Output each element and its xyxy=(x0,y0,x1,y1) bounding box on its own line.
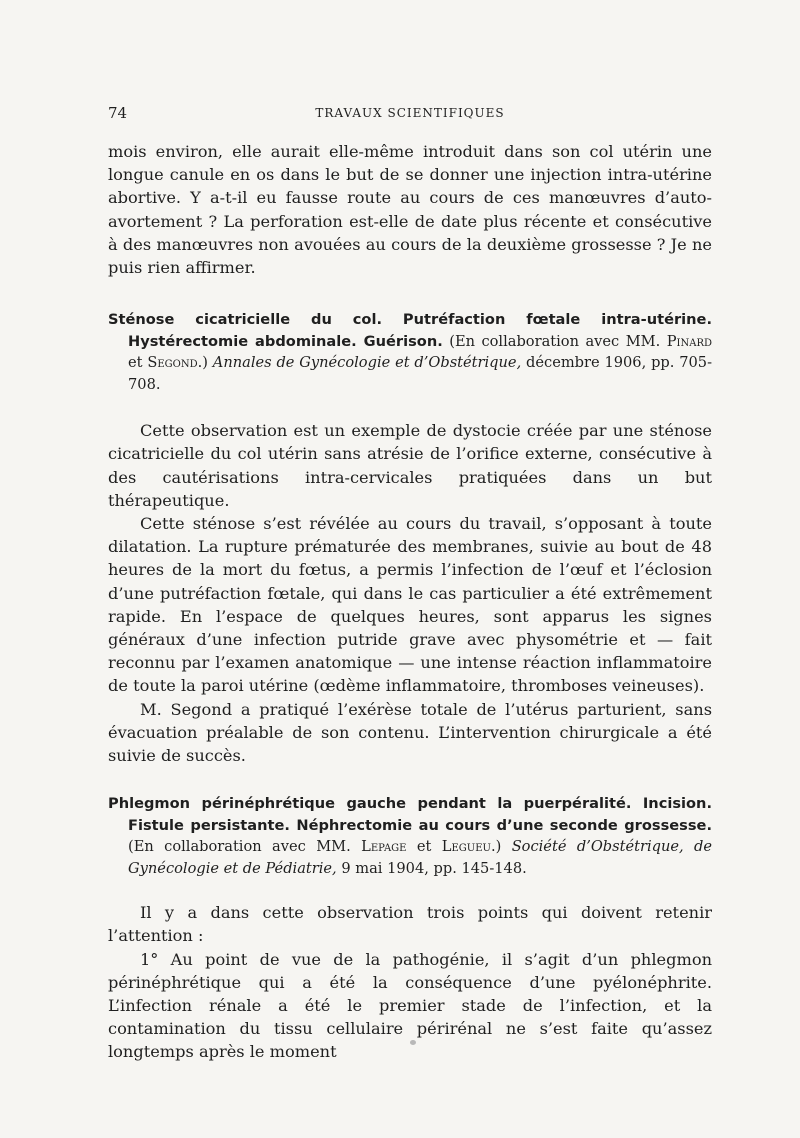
entry-author: Lepage xyxy=(361,838,407,856)
entry-author: Segond xyxy=(147,354,198,372)
entry-author: Legueu xyxy=(441,838,491,856)
bibliography-entry-phlegmon xyxy=(108,793,712,879)
paragraph-stenose: Cette sténose s’est révélée au cours du travail, s’opposant à toute dilatation. La rupture prématurée des membranes, suivie au bout de 48 heures de la mort du fœtus, a permis l’infection de l’œuf et l’éclosion d’une putréfaction fœtale, qui dans le cas particulier a été extrêmement rapide. En l’espace de quelques heures, sont apparus les signes généraux d’une infection putride grave avec physométrie et — fait reconnu par l’examen anatomique — une intense réaction inflammatoire de toute la paroi utérine (œdème inflammatoire, thromboses veineuses). xyxy=(108,514,712,696)
entry-collab-suffix: .) xyxy=(490,838,502,856)
bibliography-entry-stenose xyxy=(108,309,712,395)
ink-speck xyxy=(410,1040,416,1045)
entry-journal: Annales de Gynécologie et d’Obstétrique, xyxy=(212,354,522,372)
entry-journal: Société d’Obstétrique, de Gynécologie et de Pédiatrie, xyxy=(128,838,713,877)
paragraph-pathogenie: 1° Au point de vue de la pathogénie, il s’agit d’un phlegmon périnéphrétique qui a été la conséquence d’une pyélonéphrite. L’infection rénale a été le premier stade de l’infection, et la contamination du tissu cellulaire périrénal ne s’est faite qu’assez longtemps après le moment xyxy=(108,949,712,1062)
entry-details: décembre 1906, pp. 705-708. xyxy=(128,354,713,393)
entry-collab-prefix: (En collaboration avec MM. xyxy=(128,838,351,856)
running-title: TRAVAUX SCIENTIFIQUES xyxy=(315,106,505,120)
paragraph-segond: M. Segond a pratiqué l’exérèse totale de l’utérus parturient, sans évacuation préalable de son contenu. L’intervention chirurgicale a été suivie de succès. xyxy=(108,699,712,766)
paragraph-observation: Cette observation est un exemple de dystocie créée par une sténose cicatricielle du col utérin sans atrésie de l’orifice externe, consécutive à des cautérisations intra-cervicales pratiquées dans un but thérapeutique. xyxy=(108,421,712,510)
entry-details: 9 mai 1904, pp. 145-148. xyxy=(341,859,527,877)
page-number: 74 xyxy=(108,104,128,122)
entry-author: Pinard xyxy=(666,332,713,350)
entry-title: Phlegmon périnéphrétique gauche pendant la puerpéralité. Incision. Fistule persistante. Néphrectomie au cours d’une seconde grossesse. xyxy=(108,795,712,834)
paragraph-continuation: mois environ, elle aurait elle-même introduit dans son col utérin une longue canule en os dans le but de se donner une injection intra-utérine abortive. Y a-t-il eu fausse route au cours de ces manœuvres d’auto-avortement ? La perforation est-elle de date plus récente et consécutive à des manœuvres non avouées au cours de la deuxième grossesse ? Je ne puis rien affirmer. xyxy=(108,142,712,278)
entry-collab-suffix: .) xyxy=(197,354,208,372)
page-body xyxy=(108,140,712,1064)
entry-collab-prefix: (En collaboration avec MM. xyxy=(449,332,661,350)
entry-and: et xyxy=(416,838,432,856)
paragraph-three-points: Il y a dans cette observation trois points qui doivent retenir l’attention : xyxy=(108,903,712,946)
entry-and: et xyxy=(128,354,143,372)
entry-title: Sténose cicatricielle du col. Putréfaction fœtale intra-utérine. Hystérectomie abdominale. Guérison. xyxy=(108,311,712,350)
